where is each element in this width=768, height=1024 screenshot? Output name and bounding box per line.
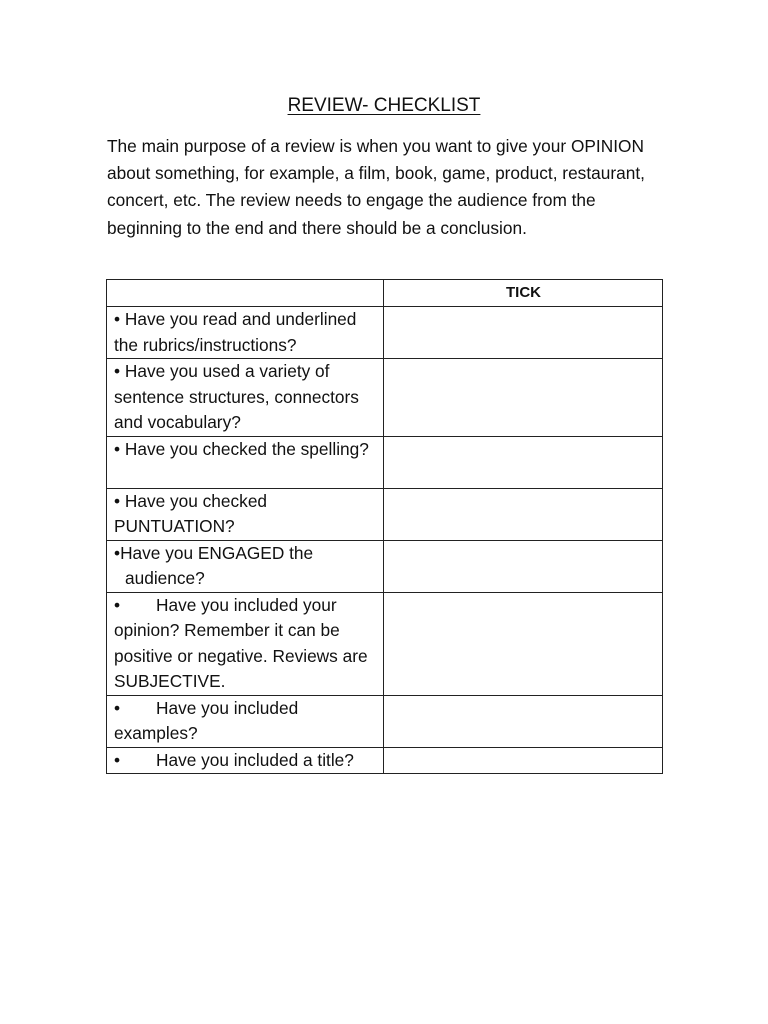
tick-cell[interactable] [384,488,663,540]
checklist-item [107,436,384,488]
checklist-item-text: audience? [125,568,205,588]
checklist-item [107,307,384,359]
bullet-icon: • [114,697,121,718]
checklist-item [107,359,384,437]
checklist-item-text: Have you checked the spelling? [120,438,369,459]
checklist-table [106,279,663,774]
checklist-item-text: Have you included examples? [114,697,299,743]
table-row [107,488,663,540]
tick-cell[interactable] [384,592,663,695]
table-row [107,436,663,488]
intro-paragraph: The main purpose of a review is when you want to give your OPINION about something, for example, a film, book, game, product, restaurant, concert, etc. The review needs to engage the audience from the beginning to the end and there should be a conclusion. [107,136,645,238]
checklist-item-text: Have you used a variety of sentence structures, connectors and vocabulary? [114,361,359,432]
table-header-row [107,280,663,307]
checklist-item-text: Have you read and underlined the rubrics/instructions? [114,309,357,355]
checklist-item [107,747,384,774]
checklist-item [107,540,384,592]
tick-cell[interactable] [384,747,663,774]
bullet-icon: • [114,361,121,381]
table-row [107,307,663,359]
document-title: REVIEW- CHECKLIST [287,95,481,116]
tick-cell[interactable] [384,359,663,437]
checklist-item-text: Have you checked PUNTUATION? [114,490,268,536]
checklist-item-text: Have you ENGAGED the [120,542,314,563]
bullet-icon: • [114,594,121,615]
table-row [107,695,663,747]
tick-cell[interactable] [384,540,663,592]
checklist-item-text: Have you included your opinion? Remember it can be positive or negative. Reviews are SUBJECTIVE. [114,594,368,691]
table-row [107,592,663,695]
table-row [107,359,663,437]
tick-cell[interactable] [384,436,663,488]
header-tick-cell: TICK [384,280,663,307]
checklist-item [107,592,384,695]
checklist-item-text: Have you included a title? [156,749,354,770]
bullet-icon: • [114,749,121,770]
bullet-icon: • [114,309,121,329]
tick-cell[interactable] [384,307,663,359]
checklist-item [107,488,384,540]
header-item-cell [107,280,384,307]
table-row [107,747,663,774]
checklist-item [107,695,384,747]
table-row [107,540,663,592]
bullet-icon: • [114,438,121,459]
tick-cell[interactable] [384,695,663,747]
bullet-icon: • [114,542,121,563]
bullet-icon: • [114,490,121,511]
